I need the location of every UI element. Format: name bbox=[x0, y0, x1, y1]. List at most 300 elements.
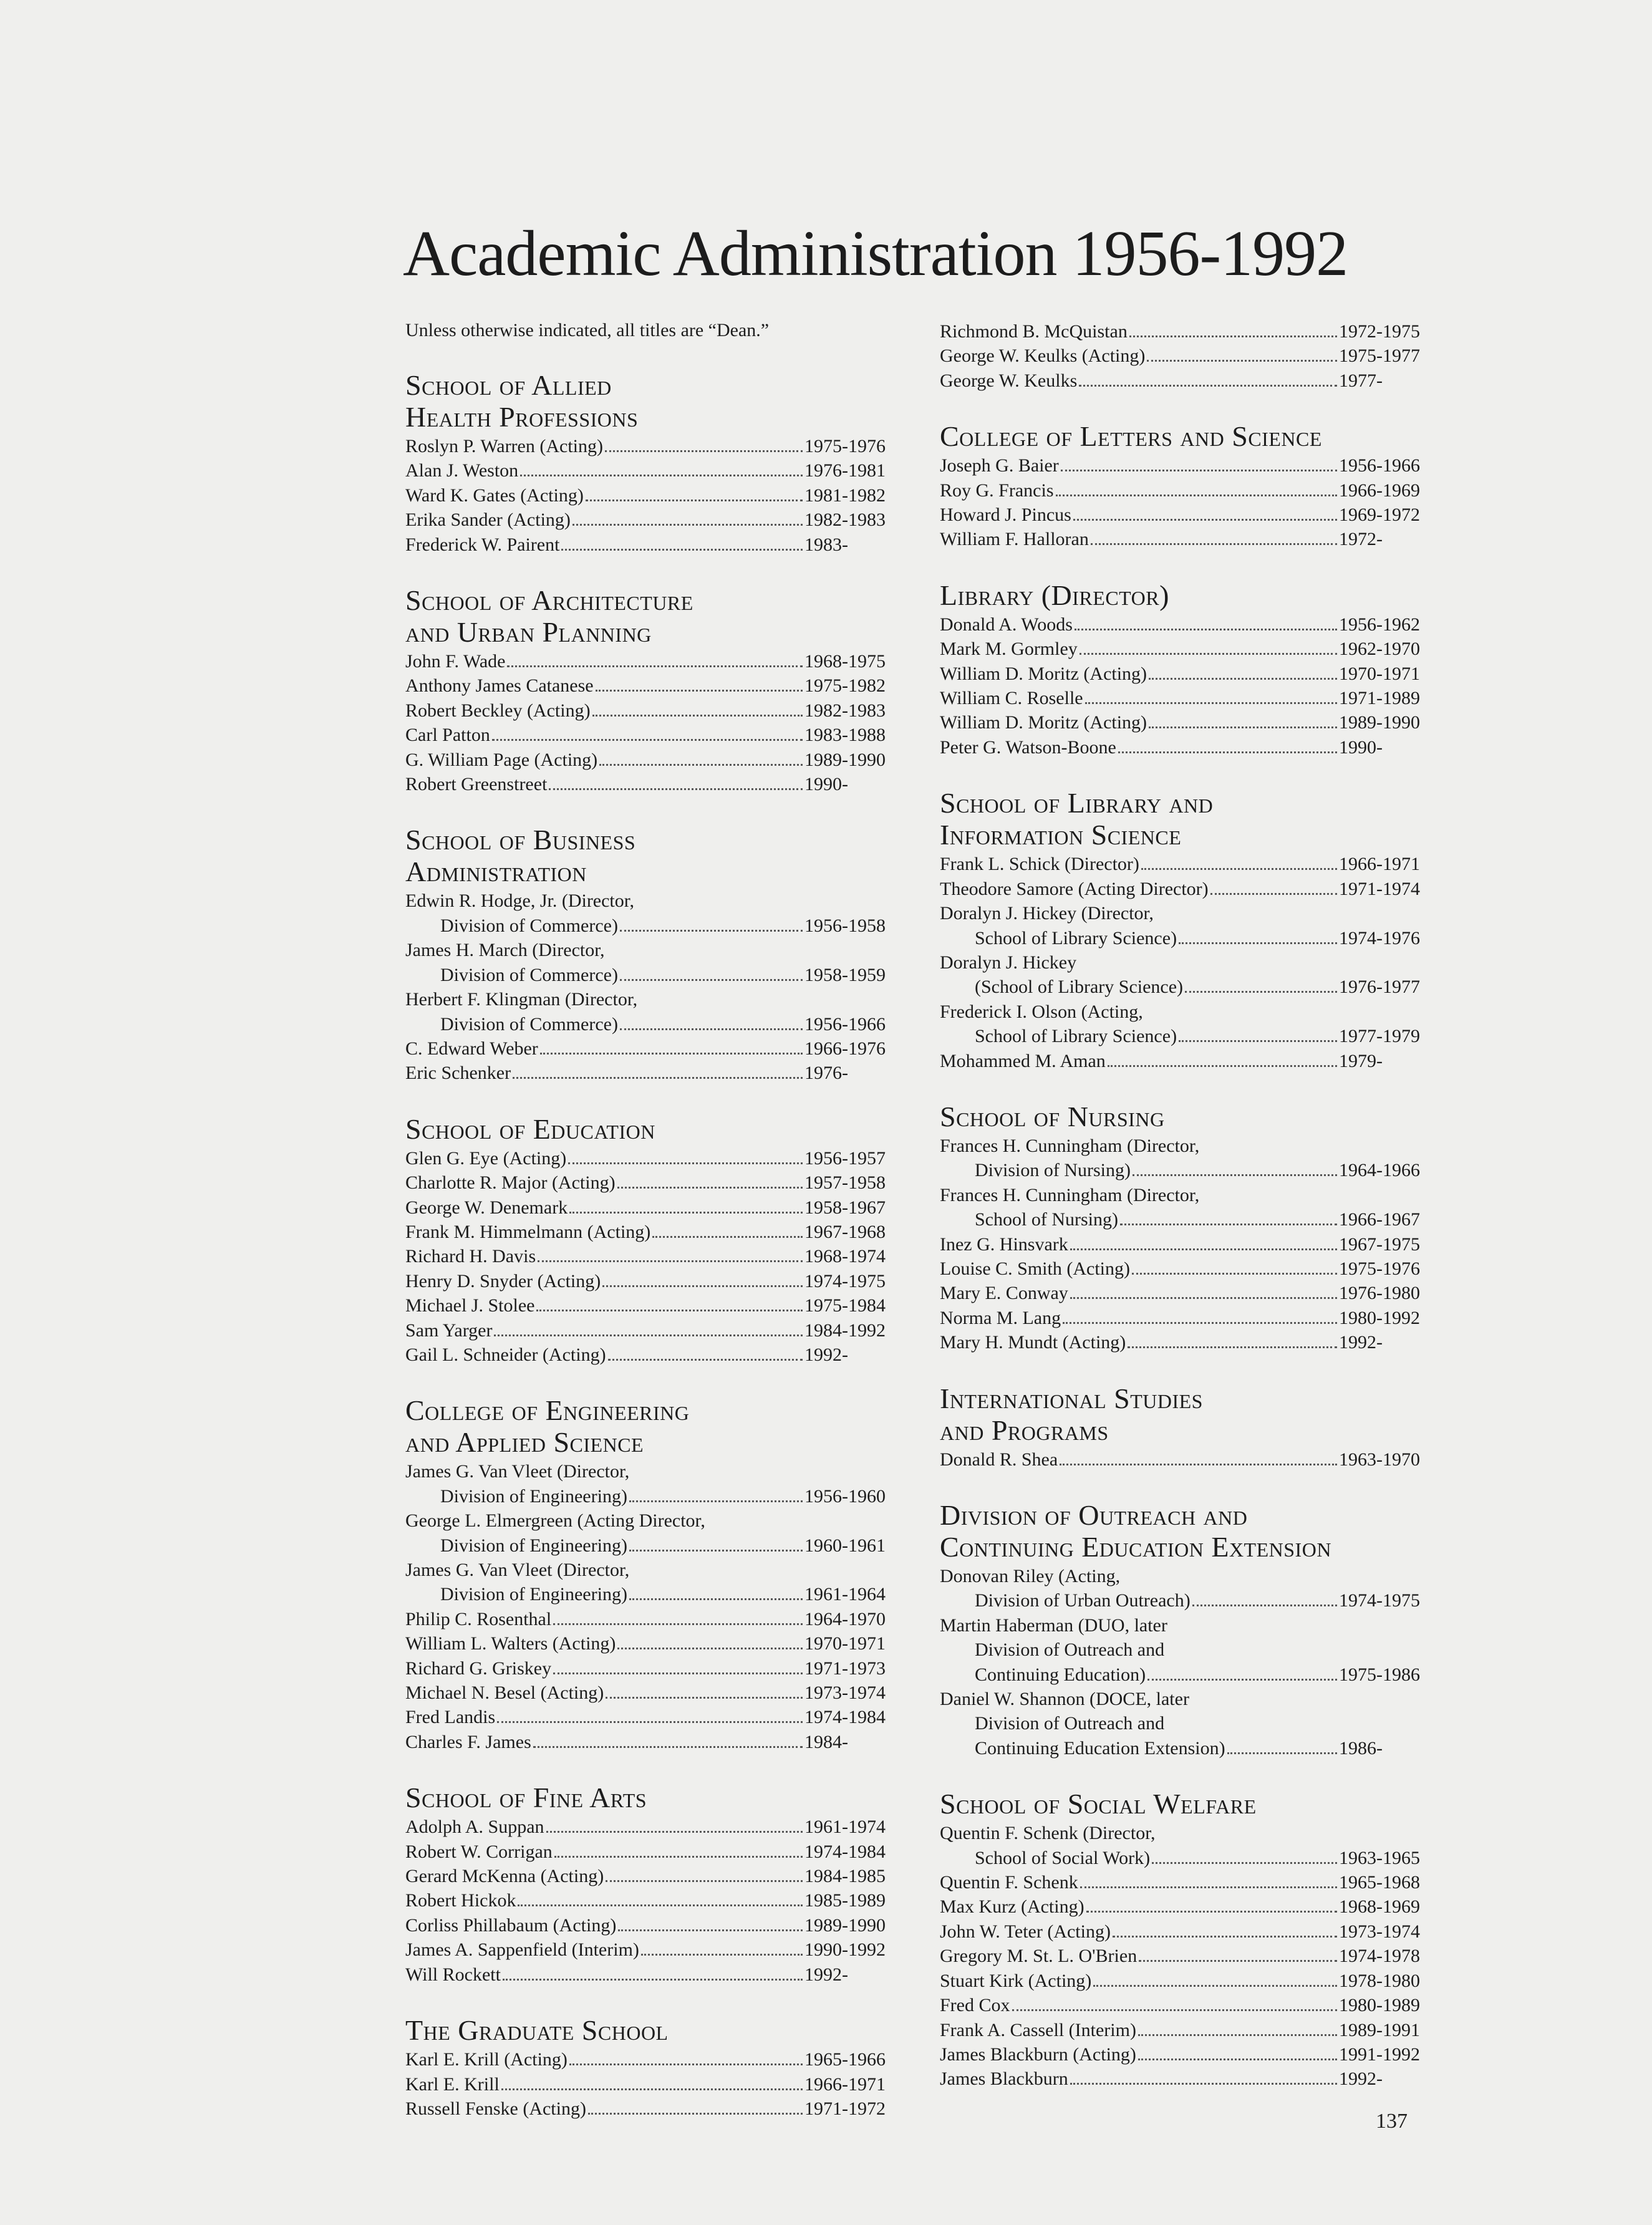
entry-name: Philip C. Rosenthal bbox=[405, 1608, 552, 1629]
entry-name: Charles F. James bbox=[405, 1731, 531, 1752]
entry-line bbox=[940, 1158, 1432, 1182]
dot-leader bbox=[1070, 1248, 1337, 1250]
list-item bbox=[940, 1969, 1432, 1993]
list-item bbox=[405, 1146, 898, 1170]
list-item bbox=[405, 434, 898, 458]
list-item bbox=[405, 698, 898, 723]
section-title-line: and Applied Science bbox=[405, 1426, 644, 1459]
entry-name: Fred Cox bbox=[940, 1995, 1010, 2016]
list-item bbox=[405, 1269, 898, 1293]
entry-years: 1990- bbox=[1339, 736, 1383, 758]
entry-name: William D. Moritz (Acting) bbox=[940, 663, 1147, 684]
entry-years: 1972- bbox=[1339, 529, 1383, 550]
entry-line bbox=[405, 1681, 898, 1705]
entry-name: Louise C. Smith (Acting) bbox=[940, 1258, 1130, 1279]
section bbox=[405, 1394, 898, 1754]
entry-name: Richard H. Davis bbox=[405, 1246, 536, 1267]
dot-leader bbox=[1185, 991, 1337, 993]
entry-name: Roslyn P. Warren (Acting) bbox=[405, 436, 603, 456]
list-item bbox=[405, 1293, 898, 1318]
entry-name: Robert Hickok bbox=[405, 1890, 516, 1911]
entry-name-line: Doralyn J. Hickey (Director, bbox=[940, 903, 1154, 924]
dot-leader bbox=[1227, 1752, 1337, 1754]
list-item bbox=[940, 710, 1432, 735]
list-item bbox=[405, 1888, 898, 1913]
entry-years: 1971-1973 bbox=[804, 1658, 886, 1679]
entry-name: Frank A. Cassell (Interim) bbox=[940, 2019, 1136, 2040]
entry-line bbox=[405, 1962, 898, 1987]
entry-years: 1961-1974 bbox=[804, 1817, 886, 1838]
entry-years: 1961-1964 bbox=[804, 1584, 886, 1605]
entry-years: 1975-1986 bbox=[1339, 1664, 1420, 1685]
dot-leader bbox=[572, 524, 803, 526]
section bbox=[405, 369, 898, 557]
entry-name: Russell Fenske (Acting) bbox=[405, 2098, 586, 2119]
entry-years: 1975-1984 bbox=[804, 1295, 886, 1316]
entry-line bbox=[405, 748, 898, 772]
entry-name: Richmond B. McQuistan bbox=[940, 321, 1128, 342]
list-item bbox=[940, 344, 1432, 368]
section-title bbox=[405, 584, 898, 648]
dot-leader bbox=[1080, 1886, 1337, 1888]
entry-line bbox=[405, 1864, 898, 1888]
dot-leader bbox=[1179, 1040, 1337, 1042]
list-item bbox=[405, 938, 898, 987]
entry-name: C. Edward Weber bbox=[405, 1038, 538, 1059]
list-item bbox=[405, 508, 898, 532]
dot-leader bbox=[586, 500, 803, 501]
entry-years: 1984-1985 bbox=[804, 1866, 886, 1887]
entry-years: 1984-1992 bbox=[804, 1320, 886, 1341]
dot-leader bbox=[538, 1260, 803, 1262]
entry-name: John F. Wade bbox=[405, 651, 506, 672]
entry-years: 1992- bbox=[804, 1344, 848, 1365]
entry-name: Division of Commerce) bbox=[440, 1013, 618, 1035]
entry-years: 1965-1966 bbox=[804, 2049, 886, 2070]
entry-years: 1973-1974 bbox=[804, 1682, 886, 1704]
entry-name: Robert W. Corrigan bbox=[405, 1841, 553, 1862]
dot-leader bbox=[618, 1929, 803, 1931]
entry-name: Theodore Samore (Acting Director) bbox=[940, 878, 1209, 899]
list-item bbox=[405, 1607, 898, 1631]
section-title bbox=[405, 1113, 898, 1145]
dot-leader bbox=[1141, 868, 1337, 870]
list-item bbox=[940, 1134, 1432, 1183]
entry-line bbox=[940, 1588, 1432, 1613]
entry-line bbox=[940, 369, 1432, 393]
entry-years: 1973-1974 bbox=[1339, 1921, 1420, 1942]
entry-name: James Blackburn bbox=[940, 2068, 1068, 2090]
entry-name: Quentin F. Schenk bbox=[940, 1872, 1078, 1893]
entry-name: Division of Commerce) bbox=[440, 915, 618, 936]
dot-leader bbox=[599, 764, 803, 766]
section-title bbox=[405, 824, 898, 887]
list-item bbox=[405, 1864, 898, 1888]
entry-line bbox=[940, 852, 1432, 876]
section-title bbox=[940, 579, 1432, 611]
intro-note: Unless otherwise indicated, all titles are “Dean.” bbox=[405, 320, 770, 340]
entry-years: 1980-1989 bbox=[1339, 1995, 1420, 2016]
section-title-line: School of Business bbox=[405, 824, 636, 856]
entry-line bbox=[405, 963, 898, 987]
section-title-line: Continuing Education Extension bbox=[940, 1531, 1331, 1563]
list-item bbox=[940, 901, 1432, 950]
entry-years: 1990-1992 bbox=[804, 1939, 886, 1961]
dot-leader bbox=[569, 2063, 803, 2065]
list-item bbox=[405, 748, 898, 772]
entry-line bbox=[405, 1730, 898, 1754]
dot-leader bbox=[1147, 360, 1337, 362]
entry-line bbox=[405, 1533, 898, 1558]
section bbox=[405, 824, 898, 1085]
entry-line bbox=[405, 2047, 898, 2072]
dot-leader bbox=[1086, 1911, 1337, 1913]
entry-line bbox=[405, 1815, 898, 1839]
entry-years: 1957-1958 bbox=[804, 1172, 886, 1194]
dot-leader bbox=[588, 2113, 803, 2115]
entry-line bbox=[940, 1919, 1432, 1944]
entry-line bbox=[405, 1269, 898, 1293]
entry-name: Inez G. Hinsvark bbox=[940, 1233, 1068, 1255]
dot-leader bbox=[568, 1162, 803, 1164]
dot-leader bbox=[1138, 2058, 1337, 2060]
entry-years: 1983-1988 bbox=[804, 725, 886, 746]
section-title-line: School of Allied bbox=[405, 369, 612, 401]
dot-leader bbox=[501, 2088, 803, 2090]
entry-line bbox=[940, 612, 1432, 637]
list-item bbox=[940, 1894, 1432, 1919]
entry-line bbox=[405, 698, 898, 723]
entry-name: Frank M. Himmelmann (Acting) bbox=[405, 1221, 651, 1242]
entry-years: 1992- bbox=[804, 1964, 848, 1985]
entry-line bbox=[405, 1195, 898, 1220]
entry-line bbox=[405, 1582, 898, 1606]
dot-leader bbox=[652, 1236, 803, 1238]
list-item bbox=[405, 649, 898, 673]
entry-name: Henry D. Snyder (Acting) bbox=[405, 1270, 601, 1291]
dot-leader bbox=[1132, 1273, 1337, 1275]
entry-name: School of Library Science) bbox=[975, 927, 1177, 948]
list-item bbox=[940, 319, 1432, 344]
list-item bbox=[405, 1705, 898, 1729]
entry-name-line: James H. March (Director, bbox=[405, 940, 605, 961]
entry-line bbox=[940, 1232, 1432, 1257]
dot-leader bbox=[540, 1053, 803, 1055]
entry-name: Joseph G. Baier bbox=[940, 455, 1059, 476]
dot-leader bbox=[620, 979, 803, 981]
dot-leader bbox=[620, 1028, 803, 1030]
dot-leader bbox=[518, 1904, 803, 1906]
list-item bbox=[940, 503, 1432, 527]
entry-years: 1967-1968 bbox=[804, 1221, 886, 1242]
entry-name: George W. Keulks bbox=[940, 370, 1078, 391]
entry-name: Donald A. Woods bbox=[940, 614, 1073, 635]
section-title bbox=[405, 2014, 898, 2046]
dot-leader bbox=[1075, 629, 1337, 630]
entry-name: Michael N. Besel (Acting) bbox=[405, 1682, 604, 1704]
section-title-line: International Studies bbox=[940, 1382, 1203, 1414]
entry-years: 1978-1980 bbox=[1339, 1970, 1420, 1991]
dot-leader bbox=[641, 1954, 803, 1956]
list-item bbox=[940, 369, 1432, 393]
entry-line bbox=[940, 710, 1432, 735]
entry-line bbox=[405, 2097, 898, 2121]
dot-leader bbox=[536, 1310, 803, 1311]
section-title bbox=[405, 1782, 898, 1813]
entry-name-line: Edwin R. Hodge, Jr. (Director, bbox=[405, 890, 635, 912]
entry-line bbox=[405, 1631, 898, 1656]
list-item bbox=[940, 2067, 1432, 2091]
dot-leader bbox=[553, 1672, 803, 1674]
entry-years: 1981-1982 bbox=[804, 485, 886, 506]
section-title-line: Information Science bbox=[940, 819, 1182, 851]
entry-years: 1989-1991 bbox=[1339, 2019, 1420, 2040]
entry-line bbox=[405, 533, 898, 557]
entry-line bbox=[940, 2042, 1432, 2067]
entry-years: 1964-1970 bbox=[804, 1608, 886, 1629]
entry-name: School of Social Work) bbox=[975, 1847, 1151, 1868]
entry-name: Division of Engineering) bbox=[440, 1535, 627, 1556]
list-item bbox=[405, 723, 898, 747]
dot-leader bbox=[1070, 2083, 1337, 2085]
list-item bbox=[940, 1281, 1432, 1305]
entry-name: Karl E. Krill bbox=[405, 2073, 500, 2095]
entry-line bbox=[405, 914, 898, 938]
list-item bbox=[940, 478, 1432, 503]
entry-name: Frank L. Schick (Director) bbox=[940, 854, 1139, 875]
entry-name: Glen G. Eye (Acting) bbox=[405, 1147, 567, 1169]
list-item bbox=[940, 1049, 1432, 1073]
entry-years: 1990- bbox=[804, 774, 848, 795]
entry-line bbox=[940, 1944, 1432, 1968]
entry-line bbox=[405, 1036, 898, 1061]
entry-name: James Blackburn (Acting) bbox=[940, 2044, 1136, 2065]
list-item bbox=[405, 1631, 898, 1656]
dot-leader bbox=[1091, 543, 1337, 545]
dot-leader bbox=[507, 665, 803, 667]
entry-years: 1963-1965 bbox=[1339, 1847, 1420, 1868]
entry-name: Mary E. Conway bbox=[940, 1283, 1068, 1304]
entry-name: John W. Teter (Acting) bbox=[940, 1921, 1111, 1942]
section-title bbox=[405, 1394, 898, 1458]
dot-leader bbox=[497, 1721, 803, 1723]
list-item bbox=[405, 1343, 898, 1367]
right-column bbox=[940, 319, 1432, 2119]
entry-line bbox=[405, 649, 898, 673]
entry-years: 1991-1992 bbox=[1339, 2044, 1420, 2065]
entry-line bbox=[940, 1447, 1432, 1472]
entry-line bbox=[405, 673, 898, 698]
entry-name-line: James G. Van Vleet (Director, bbox=[405, 1560, 630, 1580]
dot-leader bbox=[561, 549, 803, 551]
section bbox=[405, 2014, 898, 2121]
entry-line bbox=[940, 1846, 1432, 1870]
left-sections bbox=[405, 369, 898, 2121]
dot-leader bbox=[503, 1979, 803, 1981]
dot-leader bbox=[1080, 653, 1337, 655]
list-item bbox=[405, 1170, 898, 1195]
dot-leader bbox=[602, 1285, 803, 1287]
section-title-line: School of Education bbox=[405, 1112, 655, 1145]
dot-leader bbox=[494, 1335, 803, 1336]
list-item bbox=[940, 852, 1432, 876]
page-title: Academic Administration 1956-1992 bbox=[403, 218, 1348, 289]
list-item bbox=[940, 950, 1432, 1000]
entry-name: Continuing Education Extension) bbox=[975, 1737, 1225, 1759]
section-title-line: Library (Director) bbox=[940, 579, 1169, 611]
entry-years: 1975-1977 bbox=[1339, 345, 1420, 367]
entry-name: Roy G. Francis bbox=[940, 480, 1054, 501]
entry-years: 1977- bbox=[1339, 370, 1383, 391]
entry-name-line: Frederick I. Olson (Acting, bbox=[940, 1001, 1143, 1022]
section bbox=[940, 1499, 1432, 1760]
list-item bbox=[940, 662, 1432, 686]
section bbox=[940, 319, 1432, 393]
list-item bbox=[405, 2097, 898, 2121]
list-item bbox=[405, 1730, 898, 1754]
dot-leader bbox=[629, 1500, 803, 1502]
dot-leader bbox=[1128, 1346, 1337, 1348]
entry-name: School of Nursing) bbox=[975, 1209, 1118, 1230]
entry-name: G. William Page (Acting) bbox=[405, 749, 598, 770]
entry-years: 1969-1972 bbox=[1339, 504, 1420, 526]
entry-line bbox=[405, 508, 898, 532]
section bbox=[940, 1101, 1432, 1355]
list-item bbox=[405, 458, 898, 483]
dot-leader bbox=[546, 1831, 803, 1833]
list-item bbox=[940, 527, 1432, 551]
entry-years: 1966-1976 bbox=[804, 1038, 886, 1059]
entry-name-line: Frances H. Cunningham (Director, bbox=[940, 1135, 1200, 1156]
entry-line bbox=[405, 434, 898, 458]
entry-years: 1970-1971 bbox=[804, 1633, 886, 1654]
entry-line bbox=[940, 1894, 1432, 1919]
entry-years: 1967-1975 bbox=[1339, 1233, 1420, 1255]
list-item bbox=[940, 1821, 1432, 1870]
entry-line bbox=[405, 1888, 898, 1913]
dot-leader bbox=[513, 1077, 803, 1079]
list-item bbox=[405, 1815, 898, 1839]
entry-years: 1979- bbox=[1339, 1050, 1383, 1071]
entry-years: 1965-1968 bbox=[1339, 1872, 1420, 1893]
dot-leader bbox=[1118, 751, 1337, 753]
dot-leader bbox=[1129, 335, 1337, 337]
dot-leader bbox=[1152, 1862, 1337, 1864]
entry-name: William L. Walters (Acting) bbox=[405, 1633, 616, 1654]
list-item bbox=[940, 1564, 1432, 1613]
dot-leader bbox=[1108, 1065, 1337, 1067]
entry-name: Mary H. Mundt (Acting) bbox=[940, 1332, 1126, 1353]
entry-line bbox=[405, 1913, 898, 1938]
list-item bbox=[940, 1613, 1432, 1687]
section-title-line: and Urban Planning bbox=[405, 616, 652, 649]
entry-line bbox=[940, 2018, 1432, 2042]
dot-leader bbox=[549, 788, 803, 790]
list-item bbox=[405, 1938, 898, 1962]
list-item bbox=[940, 1183, 1432, 1232]
entry-years: 1974-1976 bbox=[1339, 927, 1420, 948]
section bbox=[405, 1113, 898, 1368]
list-item bbox=[405, 1681, 898, 1705]
entry-line bbox=[405, 1705, 898, 1729]
list-item bbox=[405, 1558, 898, 1607]
dot-leader bbox=[1147, 1679, 1337, 1681]
entry-name: Eric Schenker bbox=[405, 1063, 511, 1084]
entry-years: 1958-1959 bbox=[804, 964, 886, 985]
dot-leader bbox=[1073, 519, 1337, 521]
dot-leader bbox=[629, 1598, 803, 1600]
entry-name: Peter G. Watson-Boone bbox=[940, 736, 1116, 758]
dot-leader bbox=[1070, 1297, 1337, 1299]
entry-years: 1956-1962 bbox=[1339, 614, 1420, 635]
entry-name: Gerard McKenna (Acting) bbox=[405, 1866, 604, 1887]
section bbox=[940, 787, 1432, 1073]
entry-name: George W. Denemark bbox=[405, 1197, 568, 1218]
section bbox=[940, 420, 1432, 552]
entry-line bbox=[940, 1257, 1432, 1281]
dot-leader bbox=[554, 1856, 803, 1858]
entry-name: Division of Nursing) bbox=[975, 1160, 1131, 1181]
dot-leader bbox=[606, 1880, 803, 1882]
entry-name: Adolph A. Suppan bbox=[405, 1817, 544, 1838]
list-item bbox=[405, 483, 898, 508]
dot-leader bbox=[533, 1746, 803, 1748]
entry-name-line: Doralyn J. Hickey bbox=[940, 952, 1077, 973]
section-title-line: Division of Outreach and bbox=[940, 1499, 1248, 1531]
dot-leader bbox=[1079, 385, 1337, 387]
list-item bbox=[405, 1840, 898, 1864]
entry-line bbox=[940, 1969, 1432, 1993]
entry-name: Charlotte R. Major (Acting) bbox=[405, 1172, 616, 1194]
entry-name-line: Herbert F. Klingman (Director, bbox=[405, 989, 638, 1010]
entry-line bbox=[405, 772, 898, 796]
entry-years: 1974-1978 bbox=[1339, 1946, 1420, 1967]
list-item bbox=[405, 1656, 898, 1681]
list-item bbox=[405, 1061, 898, 1085]
entry-years: 1956-1966 bbox=[804, 1013, 886, 1035]
section-title-line: School of Architecture bbox=[405, 584, 693, 617]
entry-name: Division of Commerce) bbox=[440, 964, 618, 985]
list-item bbox=[405, 772, 898, 796]
entry-years: 1977-1979 bbox=[1339, 1026, 1420, 1047]
entry-line bbox=[940, 344, 1432, 368]
entry-name: Gregory M. St. L. O'Brien bbox=[940, 1946, 1138, 1967]
entry-line bbox=[405, 1146, 898, 1170]
entry-line bbox=[405, 1012, 898, 1036]
dot-leader bbox=[1085, 702, 1337, 704]
entry-name: Division of Urban Outreach) bbox=[975, 1590, 1191, 1611]
entry-name: Division of Engineering) bbox=[440, 1584, 627, 1605]
entry-name: Michael J. Stolee bbox=[405, 1295, 535, 1316]
entry-years: 1982-1983 bbox=[804, 700, 886, 721]
list-item bbox=[940, 1870, 1432, 1894]
entry-years: 1975-1976 bbox=[1339, 1258, 1420, 1279]
list-item bbox=[405, 1508, 898, 1558]
entry-line bbox=[405, 1938, 898, 1962]
entry-years: 1956-1960 bbox=[804, 1485, 886, 1507]
entry-years: 1963-1970 bbox=[1339, 1449, 1420, 1470]
list-item bbox=[940, 735, 1432, 760]
section-title bbox=[940, 1788, 1432, 1820]
dot-leader bbox=[1133, 1174, 1337, 1176]
entry-years: 1971-1989 bbox=[1339, 688, 1420, 709]
entry-name: School of Library Science) bbox=[975, 1026, 1177, 1047]
dot-leader bbox=[1192, 1605, 1337, 1606]
dot-leader bbox=[553, 1623, 803, 1625]
section-title-line: and Programs bbox=[940, 1414, 1109, 1446]
entry-years: 1966-1969 bbox=[1339, 480, 1420, 501]
dot-leader bbox=[1056, 495, 1338, 496]
